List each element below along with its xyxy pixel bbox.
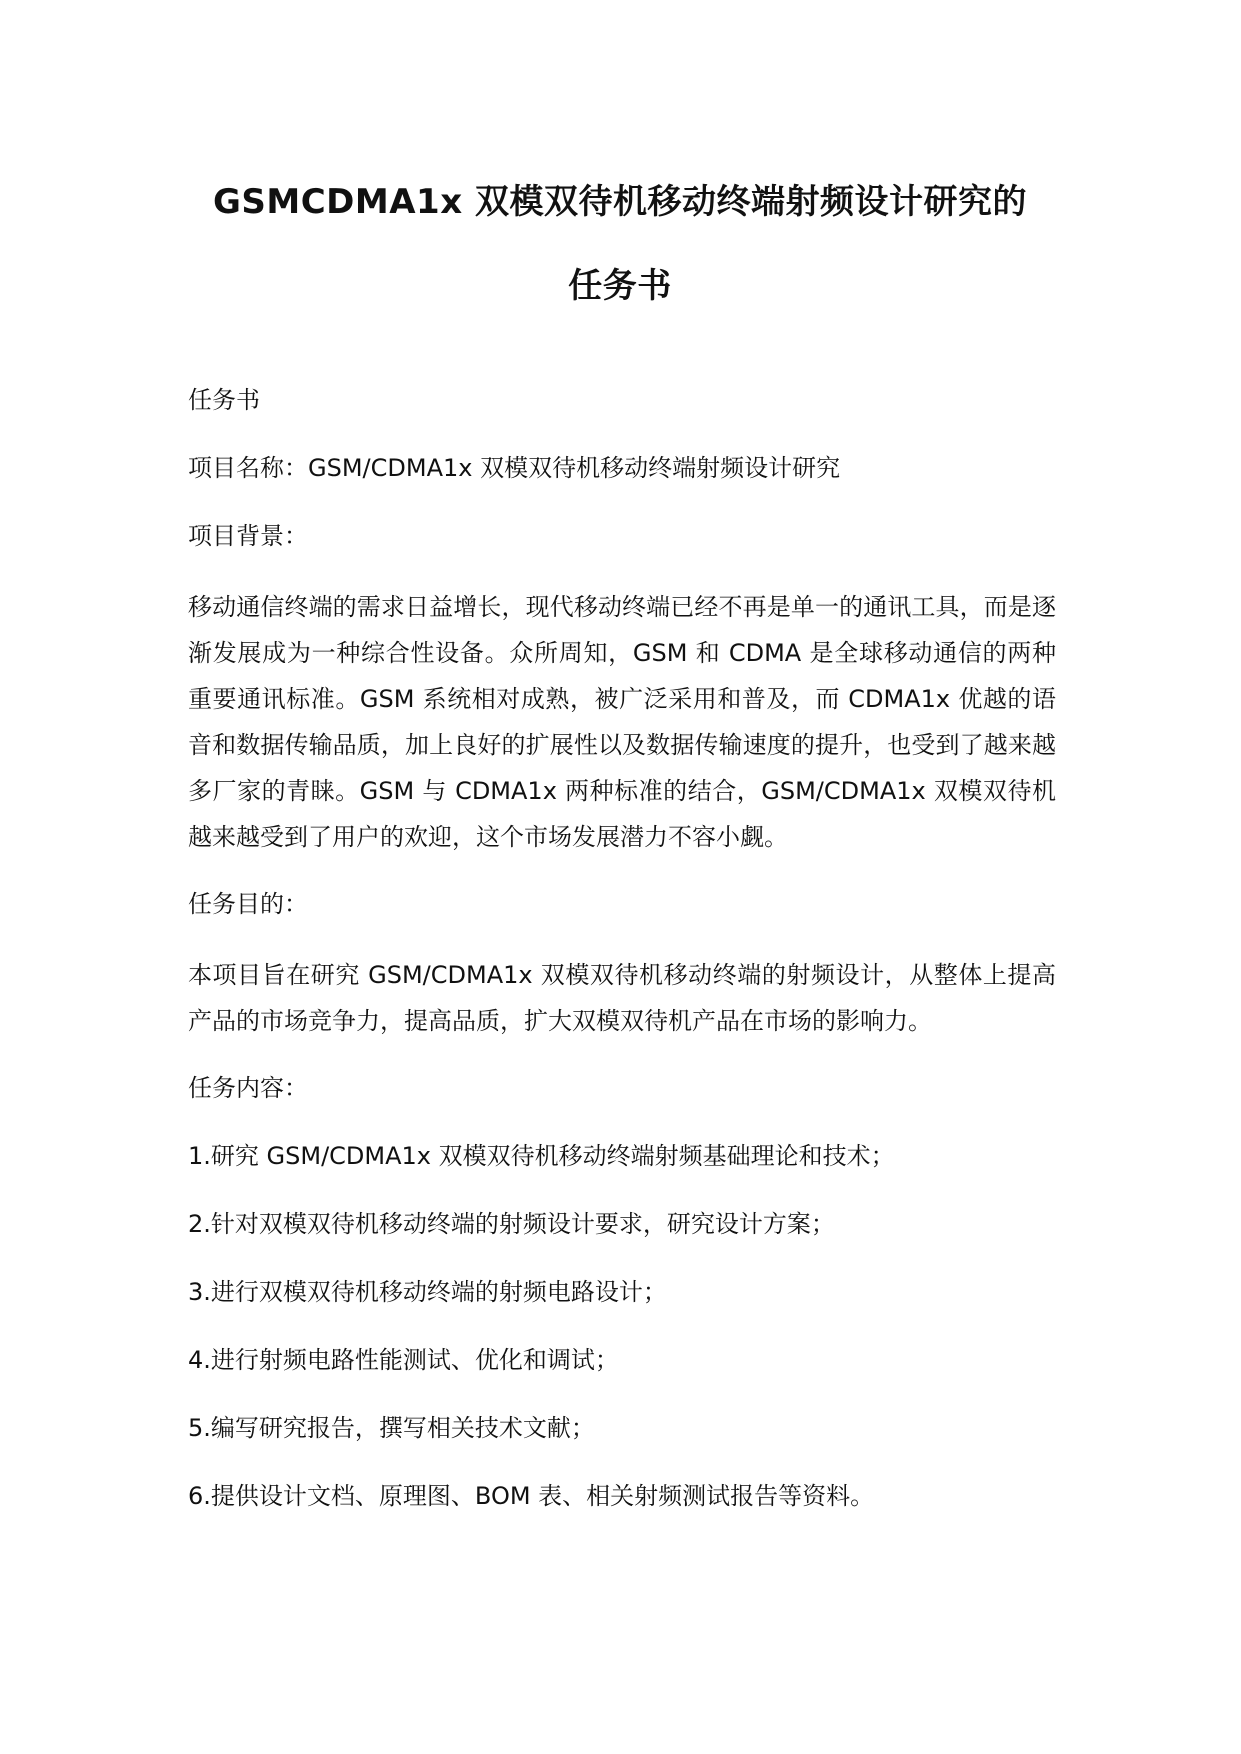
content-heading: 任务内容： [188,1074,308,1102]
background-text: 移动通信终端的需求日益增长，现代移动终端已经不再是单一的通讯工具，而是逐渐发展成为一种综合性设备。众所周知，GSM 和 CDMA 是全球移动通信的两种重要通讯标准。GSM 系统相对成熟，被广泛采用和普及，而 CDMA1x 优越的语音和数据传输品质，加上良好的扩展性以及数据传输速度的提升，也受到了越来越多厂家的青睐。GSM 与 CDMA1x 两种标准的结合，GSM/CDMA1x 双模双待机越来越受到了用户的欢迎，这个市场发展潜力不容小觑。 [188,593,1056,851]
purpose-heading: 任务目的： [188,890,308,918]
document-title-line-1: GSMCDMA1x 双模双待机移动终端射频设计研究的 [213,182,1027,222]
content-item: 5.编写研究报告，撰写相关技术文献； [188,1414,595,1442]
content-item: 2.针对双模双待机移动终端的射频设计要求，研究设计方案； [188,1210,835,1238]
project-name: 项目名称：GSM/CDMA1x 双模双待机移动终端射频设计研究 [188,454,841,482]
content-item: 3.进行双模双待机移动终端的射频电路设计； [188,1278,667,1306]
purpose-text: 本项目旨在研究 GSM/CDMA1x 双模双待机移动终端的射频设计，从整体上提高产品的市场竞争力，提高品质，扩大双模双待机产品在市场的影响力。 [188,961,1056,1035]
document-title-line-2: 任务书 [568,266,672,306]
content-item: 4.进行射频电路性能测试、优化和调试； [188,1346,619,1374]
task-book-label: 任务书 [188,386,260,414]
content-item: 1.研究 GSM/CDMA1x 双模双待机移动终端射频基础理论和技术； [188,1142,895,1170]
background-heading: 项目背景： [188,522,308,550]
document-body [188,380,1056,1544]
content-item: 6.提供设计文档、原理图、BOM 表、相关射频测试报告等资料。 [188,1482,875,1510]
